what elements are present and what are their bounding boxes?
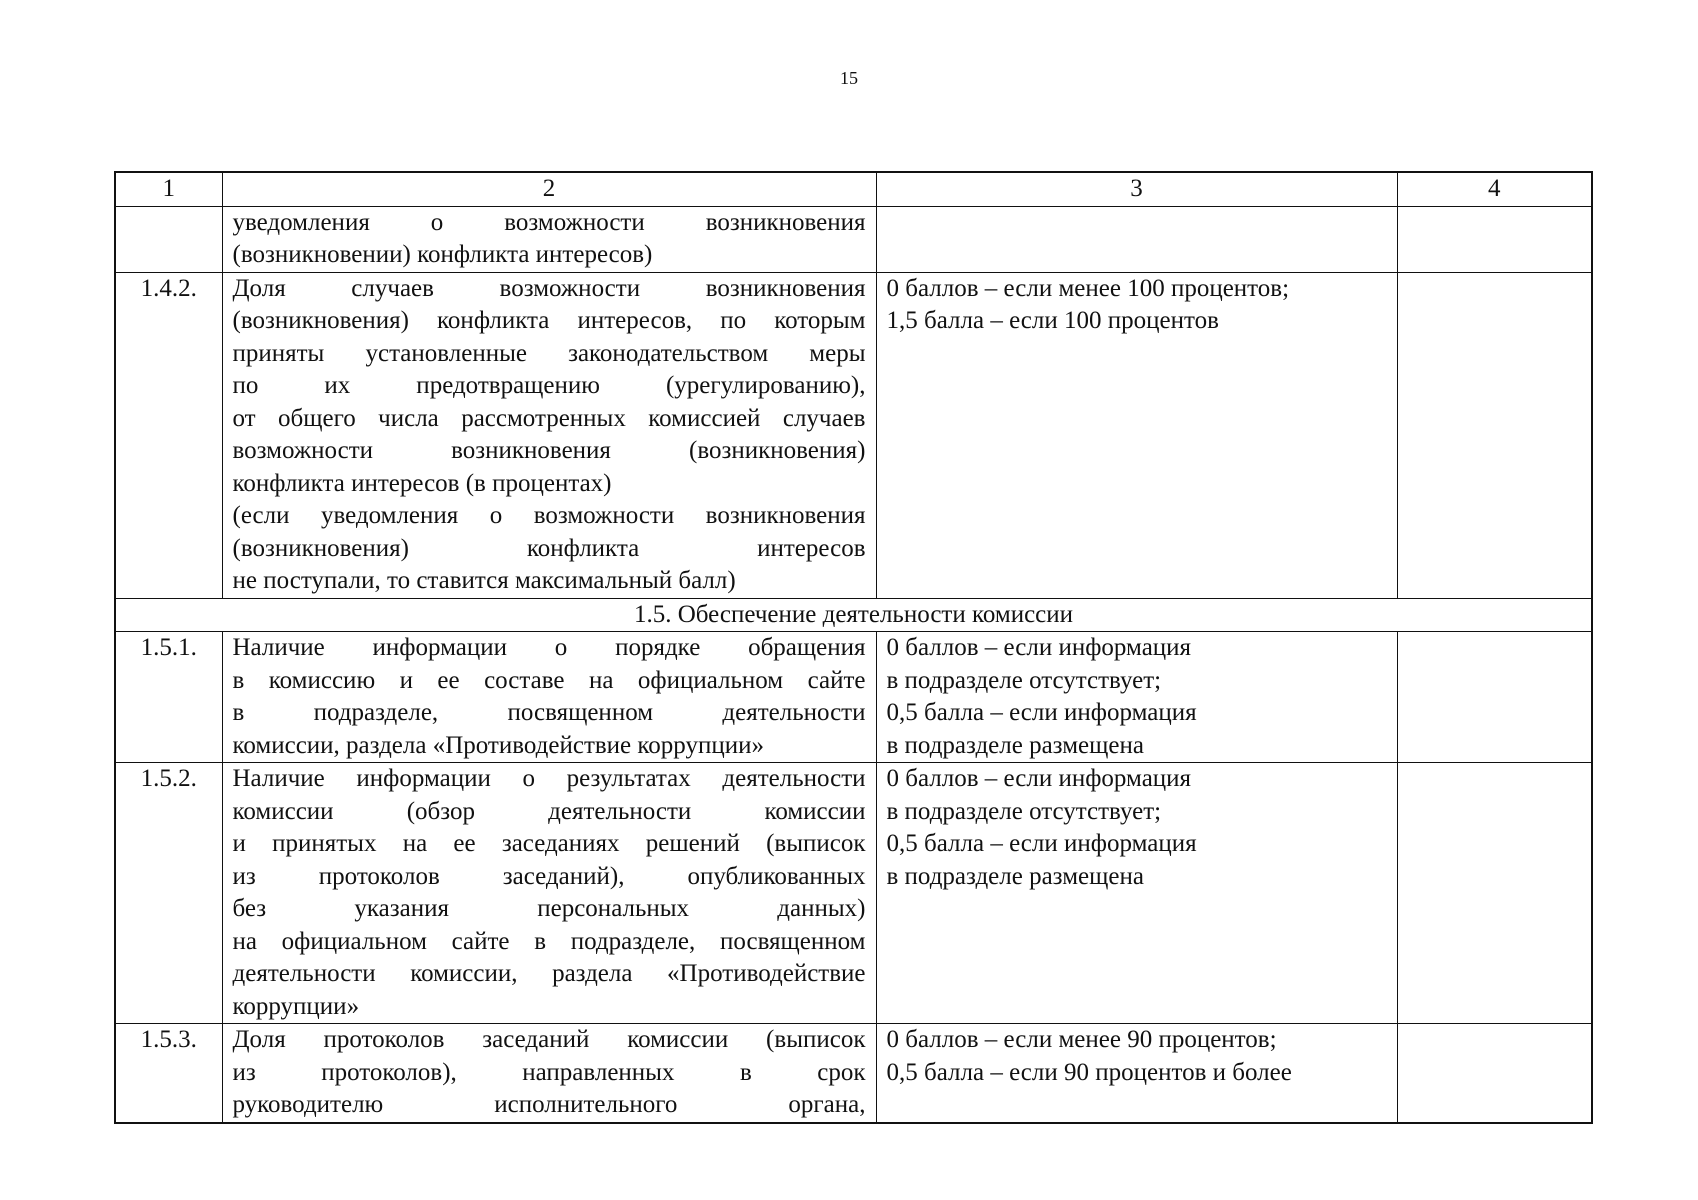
score-line: 0,5 балла – если информация: [886, 699, 1197, 726]
score-line: в подразделе размещена: [886, 731, 1144, 759]
column-header-3: 3: [876, 172, 1397, 206]
indicator-line: Доля протоколов заседаний комиссии (выписок: [232, 1026, 866, 1053]
indicator-line: по их предотвращению (урегулированию),: [232, 372, 866, 399]
section-title: 1.5. Обеспечение деятельности комиссии: [115, 598, 1592, 632]
indicator-line: Наличие информации о порядке обращения: [232, 634, 866, 661]
indicator-line: уведомления о возможности возникновения: [232, 208, 866, 236]
indicator-line: деятельности комиссии, раздела «Противодействие: [232, 960, 866, 987]
col4-cell: [1397, 632, 1592, 763]
indicator-line: без указания персональных данных): [232, 895, 866, 922]
table-header-row: [115, 172, 1592, 206]
score-line: в подразделе отсутствует;: [886, 797, 1162, 825]
indicator-cell: [222, 1024, 876, 1123]
table-row: [115, 206, 1592, 272]
score-line: 0 баллов – если менее 90 процентов;: [886, 1026, 1277, 1053]
row-number: 1.5.1.: [115, 632, 222, 763]
score-line: в подразделе отсутствует;: [886, 666, 1162, 694]
score-line: в подразделе размещена: [886, 862, 1144, 890]
score-cell: [876, 206, 1397, 272]
indicator-line: из протоколов), направленных в срок: [232, 1058, 866, 1086]
indicator-line: в подразделе, посвященном деятельности: [232, 699, 866, 726]
column-header-4: 4: [1397, 172, 1592, 206]
row-number: [115, 206, 222, 272]
criteria-table: [114, 171, 1593, 1124]
score-line: 0 баллов – если информация: [886, 634, 1192, 661]
indicator-cell: [222, 206, 876, 272]
score-line: 0 баллов – если менее 100 процентов;: [886, 274, 1290, 302]
column-header-2: 2: [222, 172, 876, 206]
indicator-line: конфликта интересов (в процентах): [232, 469, 612, 497]
row-number: 1.4.2.: [115, 272, 222, 598]
column-header-1: 1: [115, 172, 222, 206]
score-line: 0,5 балла – если информация: [886, 830, 1197, 857]
indicator-line: от общего числа рассмотренных комиссией случаев: [232, 404, 866, 432]
indicator-line: руководителю исполнительного органа,: [232, 1091, 866, 1118]
indicator-line: и принятых на ее заседаниях решений (выписок: [232, 830, 866, 857]
indicator-cell: [222, 763, 876, 1024]
row-number: 1.5.3.: [115, 1024, 222, 1123]
indicator-line: комиссии, раздела «Противодействие коррупции»: [232, 731, 764, 759]
score-line: 1,5 балла – если 100 процентов: [886, 307, 1219, 334]
score-cell: [876, 1024, 1397, 1123]
col4-cell: [1397, 763, 1592, 1024]
indicator-line: коррупции»: [232, 992, 360, 1020]
col4-cell: [1397, 1024, 1592, 1123]
indicator-line: не поступали, то ставится максимальный балл): [232, 567, 736, 594]
indicator-line: возможности возникновения (возникновения): [232, 437, 866, 464]
indicator-line: (возникновении) конфликта интересов): [232, 241, 653, 268]
row-number: 1.5.2.: [115, 763, 222, 1024]
table-row: [115, 272, 1592, 598]
indicator-line: (если уведомления о возможности возникновения: [232, 502, 866, 529]
indicator-cell: [222, 272, 876, 598]
indicator-line: приняты установленные законодательством меры: [232, 339, 866, 367]
col4-cell: [1397, 272, 1592, 598]
indicator-line: комиссии (обзор деятельности комиссии: [232, 797, 866, 825]
table-row: [115, 1024, 1592, 1123]
score-cell: [876, 632, 1397, 763]
score-line: 0,5 балла – если 90 процентов и более: [886, 1058, 1292, 1086]
indicator-cell: [222, 632, 876, 763]
score-cell: [876, 272, 1397, 598]
table-row: [115, 763, 1592, 1024]
indicator-line: Доля случаев возможности возникновения: [232, 274, 866, 302]
col4-cell: [1397, 206, 1592, 272]
indicator-line: (возникновения) конфликта интересов, по которым: [232, 307, 866, 334]
indicator-line: на официальном сайте в подразделе, посвященном: [232, 927, 866, 955]
indicator-line: из протоколов заседаний), опубликованных: [232, 862, 866, 890]
indicator-line: в комиссию и ее составе на официальном сайте: [232, 666, 866, 694]
indicator-line: (возникновения) конфликта интересов: [232, 534, 866, 562]
score-cell: [876, 763, 1397, 1024]
indicator-line: Наличие информации о результатах деятельности: [232, 765, 866, 792]
table-row: [115, 632, 1592, 763]
section-row: [115, 598, 1592, 632]
page-number: 15: [840, 68, 858, 88]
score-line: 0 баллов – если информация: [886, 765, 1192, 792]
